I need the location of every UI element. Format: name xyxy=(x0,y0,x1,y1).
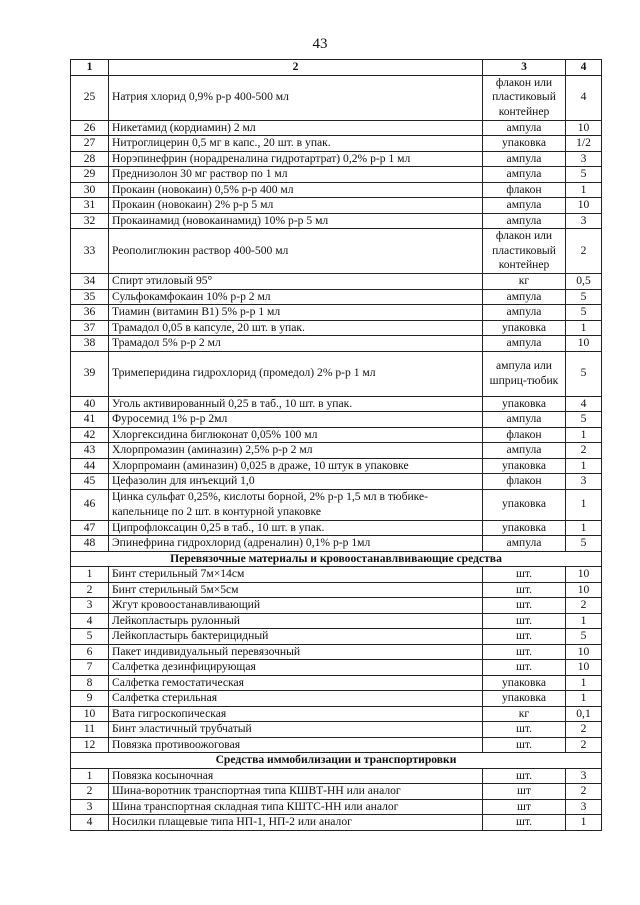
item-unit: упаковка xyxy=(483,396,566,412)
row-number: 5 xyxy=(71,629,109,645)
item-name: Хлорпромаин (аминазин) 0,025 в драже, 10 штук в упаковке xyxy=(109,458,483,474)
table-row xyxy=(71,75,602,120)
item-quantity: 5 xyxy=(566,412,602,428)
row-number: 47 xyxy=(71,520,109,536)
row-number: 4 xyxy=(71,613,109,629)
item-unit: ампула xyxy=(483,289,566,305)
item-name: Прокаин (новокаин) 0,5% р-р 400 мл xyxy=(109,182,483,198)
item-unit: упаковка xyxy=(483,691,566,707)
item-name: Салфетка гемостатическая xyxy=(109,675,483,691)
item-quantity: 2 xyxy=(566,722,602,738)
item-quantity: 1 xyxy=(566,458,602,474)
item-quantity: 1 xyxy=(566,489,602,520)
table-row xyxy=(71,320,602,336)
row-number: 8 xyxy=(71,675,109,691)
item-quantity: 5 xyxy=(566,289,602,305)
table-row xyxy=(71,229,602,274)
item-quantity: 5 xyxy=(566,305,602,321)
table-row xyxy=(71,536,602,552)
table-row xyxy=(71,675,602,691)
item-quantity: 4 xyxy=(566,75,602,120)
item-quantity: 10 xyxy=(566,644,602,660)
item-name: Сульфокамфокаин 10% р-р 2 мл xyxy=(109,289,483,305)
item-name: Прокаинамид (новокаинамид) 10% р-р 5 мл xyxy=(109,213,483,229)
item-name: Натрия хлорид 0,9% р-р 400-500 мл xyxy=(109,75,483,120)
item-name: Пакет индивидуальный перевязочный xyxy=(109,644,483,660)
row-number: 3 xyxy=(71,598,109,614)
table-row xyxy=(71,167,602,183)
table-row xyxy=(71,474,602,490)
item-quantity: 1 xyxy=(566,675,602,691)
table-row xyxy=(71,136,602,152)
table-row xyxy=(71,213,602,229)
item-name: Уголь активированный 0,25 в таб., 10 шт. в упак. xyxy=(109,396,483,412)
table-row xyxy=(71,182,602,198)
item-unit: ампула xyxy=(483,167,566,183)
item-name: Спирт этиловый 95° xyxy=(109,274,483,290)
section-header-row xyxy=(71,753,602,769)
item-unit: ампула xyxy=(483,305,566,321)
item-name: Хлорпромазин (аминазин) 2,5% р-р 2 мл xyxy=(109,443,483,459)
row-number: 32 xyxy=(71,213,109,229)
item-unit: шт. xyxy=(483,629,566,645)
item-name: Нитроглицерин 0,5 мг в капс., 20 шт. в упак. xyxy=(109,136,483,152)
item-quantity: 2 xyxy=(566,784,602,800)
header-row xyxy=(71,60,602,76)
table-row xyxy=(71,660,602,676)
item-quantity: 1 xyxy=(566,182,602,198)
row-number: 2 xyxy=(71,784,109,800)
item-unit: шт. xyxy=(483,567,566,583)
item-unit: упаковка xyxy=(483,489,566,520)
table-row xyxy=(71,396,602,412)
row-number: 10 xyxy=(71,706,109,722)
item-quantity: 10 xyxy=(566,336,602,352)
item-unit: ампула xyxy=(483,412,566,428)
row-number: 4 xyxy=(71,815,109,831)
item-quantity: 10 xyxy=(566,198,602,214)
table-row xyxy=(71,815,602,831)
row-number: 1 xyxy=(71,768,109,784)
item-name: Никетамид (кордиамин) 2 мл xyxy=(109,120,483,136)
item-quantity: 2 xyxy=(566,443,602,459)
row-number: 44 xyxy=(71,458,109,474)
table-row xyxy=(71,458,602,474)
equipment-table xyxy=(70,59,602,831)
item-name: Тримеперидина гидрохлорид (промедол) 2% р-р 1 мл xyxy=(109,351,483,396)
item-name: Вата гигроскопическая xyxy=(109,706,483,722)
item-name: Тиамин (витамин В1) 5% р-р 1 мл xyxy=(109,305,483,321)
item-quantity: 5 xyxy=(566,351,602,396)
item-unit: ампула или шприц-тюбик xyxy=(483,351,566,396)
item-name: Хлоргексидина биглюконат 0,05% 100 мл xyxy=(109,427,483,443)
row-number: 42 xyxy=(71,427,109,443)
table-row xyxy=(71,151,602,167)
item-name: Норэпинефрин (норадреналина гидротартрат) 0,2% р-р 1 мл xyxy=(109,151,483,167)
item-quantity: 1 xyxy=(566,320,602,336)
item-unit: шт. xyxy=(483,660,566,676)
table-row xyxy=(71,582,602,598)
row-number: 34 xyxy=(71,274,109,290)
table-row xyxy=(71,412,602,428)
item-quantity: 1 xyxy=(566,613,602,629)
table-row xyxy=(71,613,602,629)
item-unit: ампула xyxy=(483,443,566,459)
section-title: Средства иммобилизации и транспортировки xyxy=(71,753,602,769)
row-number: 28 xyxy=(71,151,109,167)
item-quantity: 1 xyxy=(566,691,602,707)
item-unit: флакон xyxy=(483,427,566,443)
item-unit: ампула xyxy=(483,151,566,167)
item-unit: шт. xyxy=(483,644,566,660)
item-unit: шт. xyxy=(483,722,566,738)
table-row xyxy=(71,198,602,214)
item-unit: упаковка xyxy=(483,136,566,152)
page-number: 43 xyxy=(312,36,328,52)
table-row xyxy=(71,784,602,800)
item-unit: ампула xyxy=(483,213,566,229)
item-quantity: 5 xyxy=(566,167,602,183)
row-number: 40 xyxy=(71,396,109,412)
item-unit: ампула xyxy=(483,198,566,214)
table-row xyxy=(71,644,602,660)
item-quantity: 3 xyxy=(566,474,602,490)
table-row xyxy=(71,489,602,520)
item-quantity: 2 xyxy=(566,598,602,614)
item-unit: кг xyxy=(483,706,566,722)
header-col-4: 4 xyxy=(566,60,602,76)
row-number: 31 xyxy=(71,198,109,214)
item-name: Эпинефрина гидрохлорид (адреналин) 0,1% р-р 1мл xyxy=(109,536,483,552)
row-number: 45 xyxy=(71,474,109,490)
item-unit: шт. xyxy=(483,768,566,784)
item-unit: шт. xyxy=(483,613,566,629)
row-number: 36 xyxy=(71,305,109,321)
item-unit: флакон или пластиковый контейнер xyxy=(483,229,566,274)
row-number: 27 xyxy=(71,136,109,152)
item-quantity: 3 xyxy=(566,768,602,784)
item-name: Повязка противоожоговая xyxy=(109,737,483,753)
item-quantity: 0,1 xyxy=(566,706,602,722)
item-unit: шт. xyxy=(483,582,566,598)
item-name: Ципрофлоксацин 0,25 в таб., 10 шт. в упак. xyxy=(109,520,483,536)
row-number: 3 xyxy=(71,799,109,815)
item-quantity: 1 xyxy=(566,520,602,536)
item-unit: ампула xyxy=(483,536,566,552)
row-number: 6 xyxy=(71,644,109,660)
table-row xyxy=(71,737,602,753)
item-name: Лейкопластырь рулонный xyxy=(109,613,483,629)
header-col-3: 3 xyxy=(483,60,566,76)
row-number: 7 xyxy=(71,660,109,676)
row-number: 43 xyxy=(71,443,109,459)
item-name: Повязка косыночная xyxy=(109,768,483,784)
item-quantity: 2 xyxy=(566,229,602,274)
row-number: 33 xyxy=(71,229,109,274)
row-number: 38 xyxy=(71,336,109,352)
item-quantity: 10 xyxy=(566,582,602,598)
item-name: Носилки плащевые типа НП-1, НП-2 или аналог xyxy=(109,815,483,831)
row-number: 29 xyxy=(71,167,109,183)
item-name: Бинт эластичный трубчатый xyxy=(109,722,483,738)
item-quantity: 10 xyxy=(566,120,602,136)
item-name: Прокаин (новокаин) 2% р-р 5 мл xyxy=(109,198,483,214)
table-row xyxy=(71,722,602,738)
row-number: 46 xyxy=(71,489,109,520)
item-name: Реополиглюкин раствор 400-500 мл xyxy=(109,229,483,274)
section-title: Перевязочные материалы и кровоостанавлвивающие средства xyxy=(71,551,602,567)
item-name: Бинт стерильный 5м×5см xyxy=(109,582,483,598)
table-row xyxy=(71,768,602,784)
row-number: 9 xyxy=(71,691,109,707)
item-unit: шт. xyxy=(483,598,566,614)
table-row xyxy=(71,691,602,707)
row-number: 11 xyxy=(71,722,109,738)
table-row xyxy=(71,706,602,722)
item-quantity: 3 xyxy=(566,799,602,815)
item-name: Трамадол 5% р-р 2 мл xyxy=(109,336,483,352)
item-name: Салфетка стерильная xyxy=(109,691,483,707)
item-name: Салфетка дезинфицирующая xyxy=(109,660,483,676)
table-row xyxy=(71,336,602,352)
item-unit: шт xyxy=(483,784,566,800)
table-row xyxy=(71,443,602,459)
item-name: Преднизолон 30 мг раствор по 1 мл xyxy=(109,167,483,183)
table-row xyxy=(71,289,602,305)
table-row xyxy=(71,427,602,443)
table-row xyxy=(71,520,602,536)
row-number: 37 xyxy=(71,320,109,336)
item-quantity: 1 xyxy=(566,815,602,831)
table-body xyxy=(71,75,602,830)
item-quantity: 3 xyxy=(566,151,602,167)
item-unit: ампула xyxy=(483,336,566,352)
table-row xyxy=(71,305,602,321)
row-number: 48 xyxy=(71,536,109,552)
table-row xyxy=(71,351,602,396)
row-number: 1 xyxy=(71,567,109,583)
table-row xyxy=(71,629,602,645)
item-name: Шина-воротник транспортная типа КШВТ-НН или аналог xyxy=(109,784,483,800)
item-quantity: 0,5 xyxy=(566,274,602,290)
item-unit: упаковка xyxy=(483,458,566,474)
row-number: 41 xyxy=(71,412,109,428)
item-quantity: 1/2 xyxy=(566,136,602,152)
item-unit: упаковка xyxy=(483,520,566,536)
section-header-row xyxy=(71,551,602,567)
header-col-1: 1 xyxy=(71,60,109,76)
item-unit: ампула xyxy=(483,120,566,136)
table-row xyxy=(71,799,602,815)
item-quantity: 10 xyxy=(566,660,602,676)
item-name: Цефазолин для инъекций 1,0 xyxy=(109,474,483,490)
item-name: Бинт стерильный 7м×14см xyxy=(109,567,483,583)
item-name: Трамадол 0,05 в капсуле, 20 шт. в упак. xyxy=(109,320,483,336)
item-unit: флакон xyxy=(483,182,566,198)
item-name: Фуросемид 1% р-р 2мл xyxy=(109,412,483,428)
header-col-2: 2 xyxy=(109,60,483,76)
row-number: 25 xyxy=(71,75,109,120)
row-number: 30 xyxy=(71,182,109,198)
item-quantity: 5 xyxy=(566,536,602,552)
item-quantity: 2 xyxy=(566,737,602,753)
item-quantity: 4 xyxy=(566,396,602,412)
row-number: 26 xyxy=(71,120,109,136)
row-number: 2 xyxy=(71,582,109,598)
item-unit: флакон xyxy=(483,474,566,490)
item-unit: упаковка xyxy=(483,675,566,691)
row-number: 12 xyxy=(71,737,109,753)
item-unit: шт xyxy=(483,799,566,815)
table-row xyxy=(71,120,602,136)
item-name: Цинка сульфат 0,25%, кислоты борной, 2% р-р 1,5 мл в тюбике-капельнице по 2 шт. в контурной упаковке xyxy=(109,489,483,520)
item-name: Жгут кровоостанавливающий xyxy=(109,598,483,614)
item-unit: упаковка xyxy=(483,320,566,336)
item-quantity: 5 xyxy=(566,629,602,645)
row-number: 35 xyxy=(71,289,109,305)
table-row xyxy=(71,598,602,614)
row-number: 39 xyxy=(71,351,109,396)
item-quantity: 1 xyxy=(566,427,602,443)
item-unit: флакон или пластиковый контейнер xyxy=(483,75,566,120)
item-unit: шт. xyxy=(483,737,566,753)
item-quantity: 3 xyxy=(566,213,602,229)
item-name: Лейкопластырь бактерицидный xyxy=(109,629,483,645)
item-unit: кг xyxy=(483,274,566,290)
table-row xyxy=(71,274,602,290)
item-quantity: 10 xyxy=(566,567,602,583)
item-name: Шина транспортная складная типа КШТС-НН или аналог xyxy=(109,799,483,815)
table-row xyxy=(71,567,602,583)
item-unit: шт. xyxy=(483,815,566,831)
